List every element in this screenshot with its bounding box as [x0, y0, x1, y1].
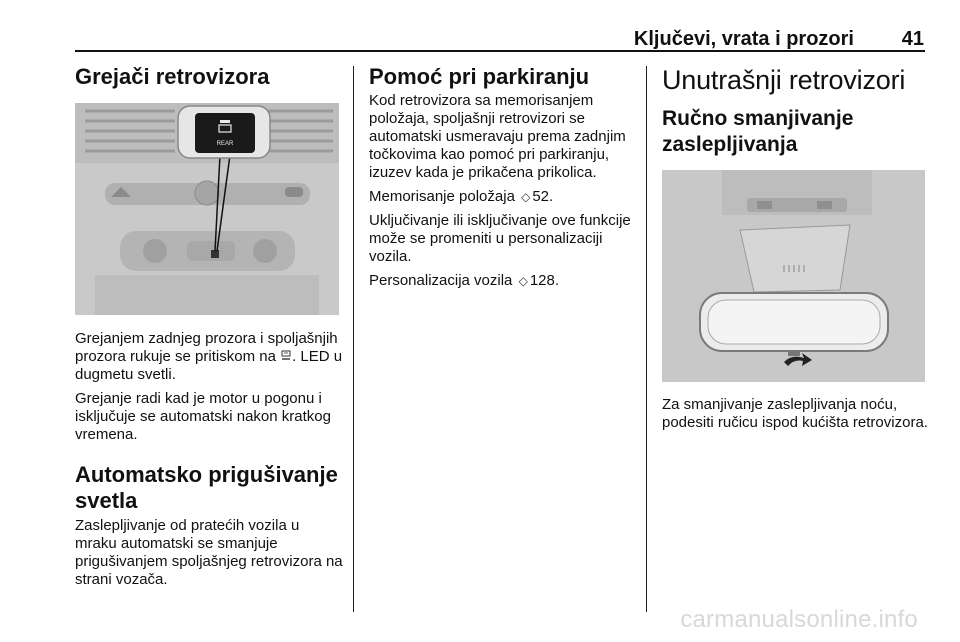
xref-memory-position-text: Memorisanje položaja — [369, 188, 515, 205]
figure-rear-label: REAR — [216, 141, 234, 147]
section-heading-parking-assist: Pomoć pri parkiranju — [369, 64, 590, 89]
section-heading-auto-dimming: Automatsko prigušivanje svetla — [75, 462, 338, 513]
xref-vehicle-personalisation-text: Personalizacija vozila — [369, 272, 513, 289]
cross-reference-icon: ◇ — [521, 190, 531, 204]
paragraph-heating-1-end: . LED u dugmetu svetli. — [75, 348, 343, 383]
column-divider-2 — [646, 66, 647, 612]
paragraph-heating-1-text: Grejanjem zadnjeg prozora i spoljašnjih prozora rukuje se pritiskom na — [75, 330, 338, 365]
subheading-manual-antiglare: Ručno smanjivanje zaslepljivanja — [662, 107, 854, 156]
section-heading-interior-mirrors: Unutrašnji retrovizori — [662, 65, 906, 95]
paragraph-parking-2: Uključivanje ili isključivanje ove funkcije može se promeniti u personalizaciji vozila. — [369, 212, 631, 265]
paragraph-auto-dimming: Zaslepljivanje od pratećih vozila u mraku automatski se smanjuje prigušivanjem spoljašnjeg retrovizora na strani vozača. — [75, 517, 343, 588]
column-divider-1 — [353, 66, 354, 612]
dashboard-button-figure — [75, 103, 339, 315]
paragraph-heating-1 — [75, 330, 345, 384]
xref-vehicle-personalisation — [369, 272, 639, 290]
section-heading-mirror-heating: Grejači retrovizora — [75, 64, 270, 89]
paragraph-manual-antiglare: Za smanjivanje zaslepljivanja noću, podesiti ručicu ispod kućišta retrovizora. — [662, 396, 928, 431]
xref-memory-position-page[interactable]: 52. — [532, 188, 554, 205]
left-column — [75, 62, 345, 595]
xref-memory-position — [369, 188, 639, 206]
page-number: 41 — [901, 28, 924, 50]
interior-mirror-figure — [662, 170, 925, 382]
watermark: carmanualsonline.info — [680, 606, 918, 633]
xref-vehicle-personalisation-page[interactable]: 128. — [529, 272, 560, 289]
rear-window-heating-icon — [280, 350, 292, 362]
header-rule — [75, 50, 925, 52]
right-column — [662, 62, 930, 438]
paragraph-heating-2: Grejanje radi kad je motor u pogonu i isključuje se automatski nakon kratkog vremena. — [75, 390, 331, 443]
cross-reference-icon: ◇ — [518, 274, 528, 288]
running-header-title: Ključevi, vrata i prozori — [633, 28, 854, 50]
middle-column — [369, 62, 639, 296]
paragraph-parking-1: Kod retrovizora sa memorisanjem položaja, spoljašnji retrovizori se automatski usmeravaju prema zadnjim točkovima kao pomoć pri parkiranju, izuzev kada je prikačena prikolica. — [369, 92, 626, 181]
